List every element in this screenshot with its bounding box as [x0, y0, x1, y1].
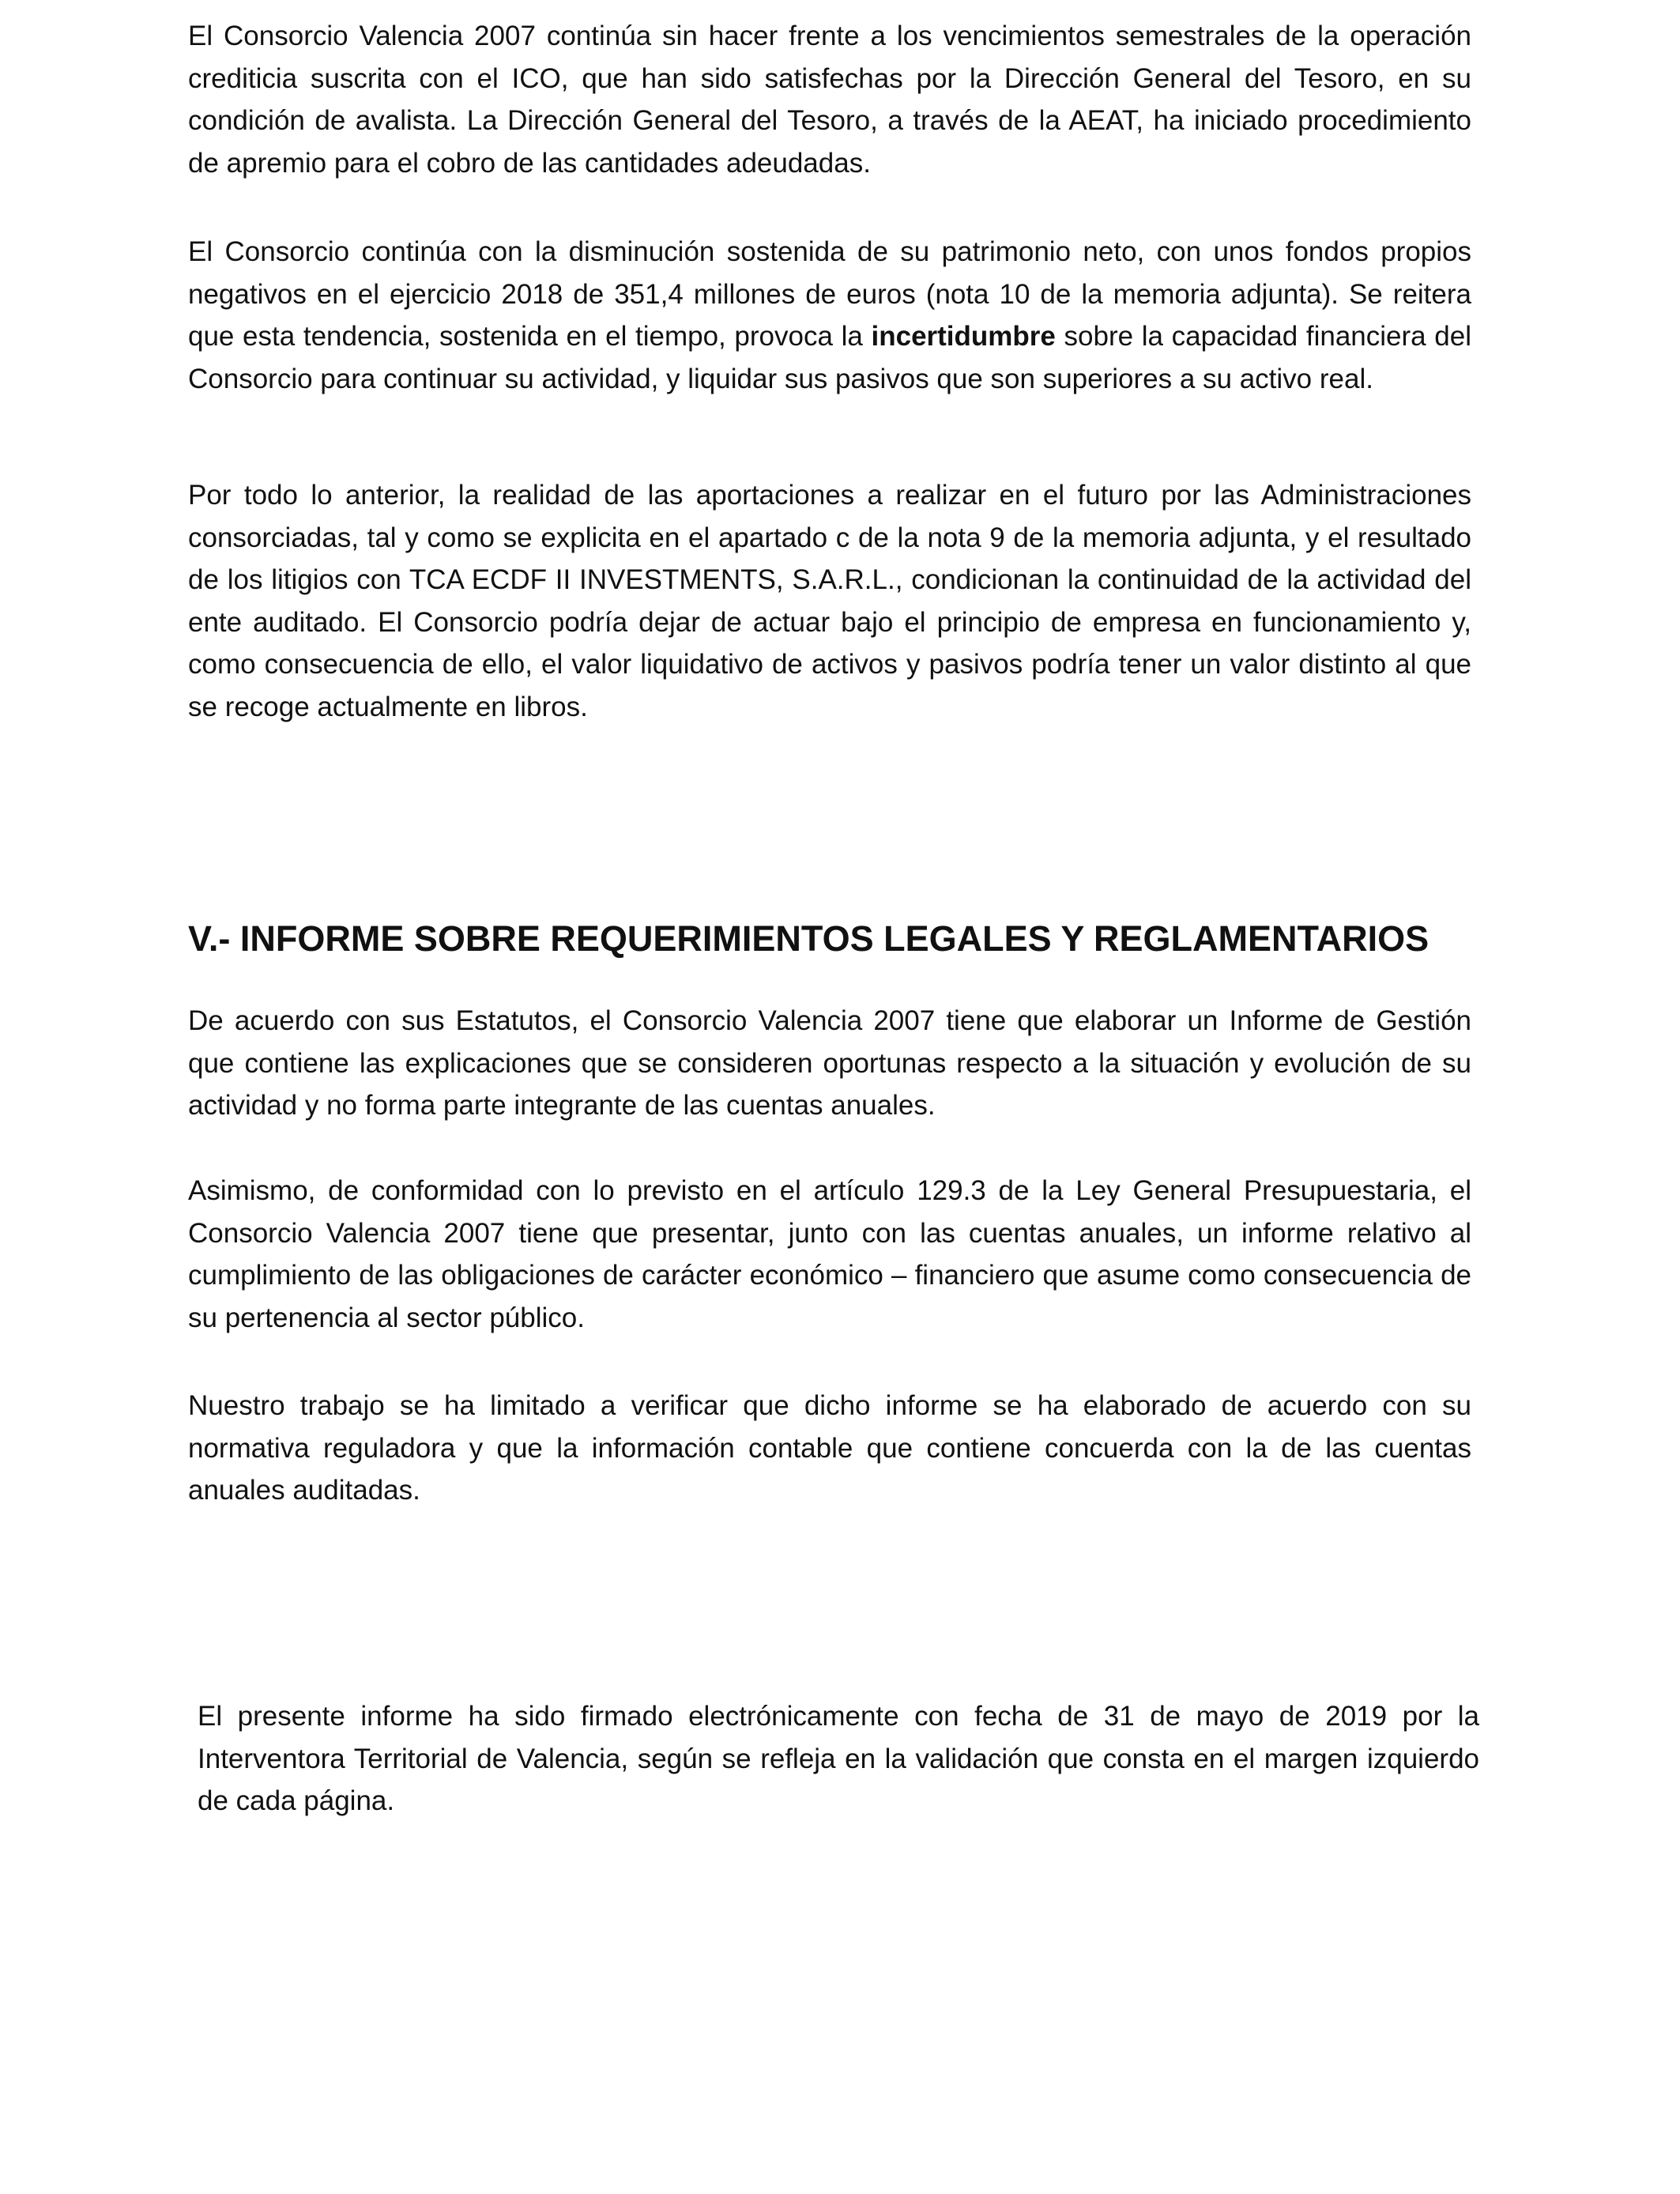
paragraph-budget-law: Asimismo, de conformidad con lo previsto en el artículo 129.3 de la Ley General Presupuestaria, el Consorcio Valencia 2007 tiene que presentar, junto con las cuentas anuales, un informe relativo al cumplimiento de las obligaciones de carácter económico – financiero que asume como consecuencia de su pertenencia al sector público. [188, 1175, 1471, 1333]
paragraph-net-worth [188, 231, 1471, 400]
paragraph-signature-note: El presente informe ha sido firmado electrónicamente con fecha de 31 de mayo de 2019 por la Interventora Territorial de Valencia, según se refleja en la validación que consta en el margen izquierdo de cada página. [198, 1701, 1479, 1816]
paragraph-net-worth-text-start: El Consorcio continúa con la disminución sostenida de su patrimonio neto, con unos fondos propios negativos en el ejercicio 2018 de 351,4 millones de euros (nota 10 de la memoria adjunta). Se reitera que esta tendencia, sostenida en el tiempo, provoca la [188, 236, 1471, 352]
paragraph-management-report: De acuerdo con sus Estatutos, el Consorcio Valencia 2007 tiene que elaborar un Informe de Gestión que contiene las explicaciones que se consideren oportunas respecto a la situación y evolución de su actividad y no forma parte integrante de las cuentas anuales. [188, 1005, 1471, 1121]
paragraph-scope-of-work: Nuestro trabajo se ha limitado a verificar que dicho informe se ha elaborado de acuerdo con su normativa reguladora y que la información contable que contiene concuerda con la de las cuentas anuales auditadas. [188, 1390, 1471, 1506]
paragraph-net-worth-text-end: sobre la capacidad financiera del Consorcio para continuar su actividad, y liquidar sus pasivos que son superiores a su activo real. [188, 321, 1471, 394]
emphasis-incertidumbre: incertidumbre [871, 321, 1056, 352]
paragraph-going-concern: Por todo lo anterior, la realidad de las aportaciones a realizar en el futuro por las Administraciones consorciadas, tal y como se explicita en el apartado c de la nota 9 de la memoria adjunta, y el resultado de los litigios con TCA ECDF II INVESTMENTS, S.A.R.L., condicionan la continuidad de la actividad del ente auditado. El Consorcio podría dejar de actuar bajo el principio de empresa en funcionamiento y, como consecuencia de ello, el valor liquidativo de activos y pasivos podría tener un valor distinto al que se recoge actualmente en libros. [188, 480, 1471, 722]
paragraph-ico-credit: El Consorcio Valencia 2007 continúa sin hacer frente a los vencimientos semestrales de la operación crediticia suscrita con el ICO, que han sido satisfechas por la Dirección General del Tesoro, en su condición de avalista. La Dirección General del Tesoro, a través de la AEAT, ha iniciado procedimiento de apremio para el cobro de las cantidades adeudadas. [188, 21, 1471, 179]
section-heading: V.- INFORME SOBRE REQUERIMIENTOS LEGALES Y REGLAMENTARIOS [188, 918, 1430, 959]
